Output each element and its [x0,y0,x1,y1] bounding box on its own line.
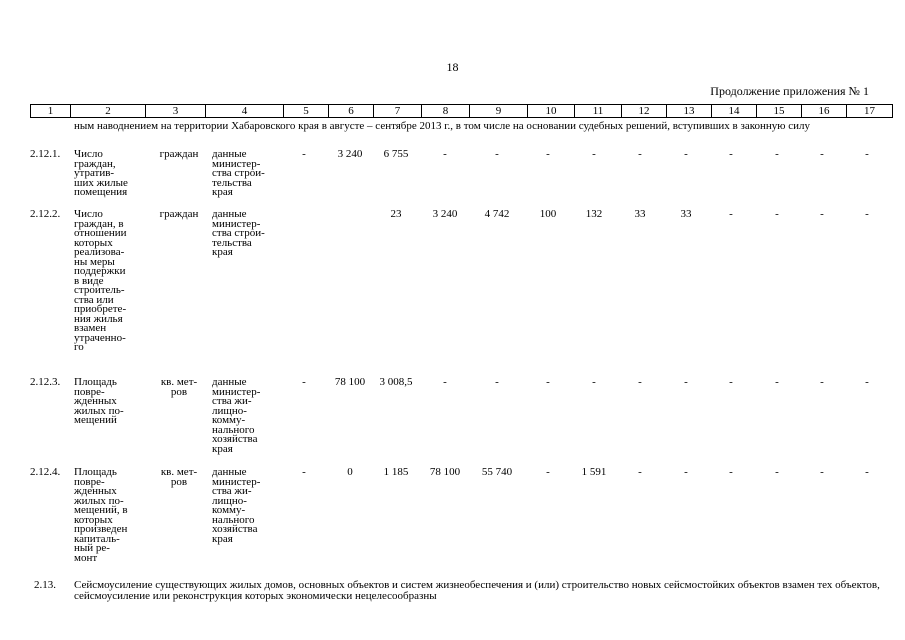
page-number: 18 [446,60,459,74]
value-cell: 55 740 [481,466,513,478]
value-cell: - [865,208,869,220]
value-cell: - [729,466,733,478]
column-header-9: 9 [470,105,528,117]
column-header-8: 8 [422,105,470,117]
value-cell: - [820,148,824,160]
column-header-16: 16 [802,105,847,117]
value-cell: 4 742 [484,208,510,220]
value-cell: 78 100 [429,466,461,478]
indicator-name: Площадь повре- жденных жилых по- мещений, в которых произведен капиталь- ный ре- монт [74,466,128,564]
unit-of-measure: кв. мет- ров [160,466,198,488]
row-number: 2.12.3. [30,376,61,388]
value-cell: - [684,466,688,478]
value-cell: - [865,148,869,160]
indicator-name: Число граждан, утратив- ших жилые помещения [74,148,128,198]
value-cell: 3 240 [337,148,363,160]
value-cell: - [546,376,550,388]
value-cell: - [638,376,642,388]
unit-of-measure: граждан [159,208,199,220]
column-header-15: 15 [757,105,802,117]
value-cell: - [820,208,824,220]
continuation-label: Продолжение приложения № 1 [710,84,869,98]
value-cell: 33 [680,208,692,220]
data-source: данные министер- ства строи- тельства края [212,208,265,258]
value-cell: 78 100 [334,376,366,388]
column-header-7: 7 [374,105,422,117]
column-header-5: 5 [284,105,329,117]
value-cell: 1 591 [581,466,607,478]
row-number: 2.12.2. [30,208,61,220]
value-cell: - [729,148,733,160]
value-cell: 0 [347,466,353,478]
data-source: данные министер- ства жи- лищно- комму- нального хозяйства края [212,466,261,545]
value-cell: - [592,376,596,388]
value-cell: - [546,148,550,160]
column-header-2: 2 [71,105,146,117]
value-cell: - [865,376,869,388]
unit-of-measure: граждан [159,148,199,160]
value-cell: - [729,376,733,388]
indicator-name: Число граждан, в отношении которых реализова- ны меры поддержки в виде строитель- ства или приобрете- ния жилья взамен утраченно- го [74,208,127,353]
column-header-4: 4 [206,105,284,117]
column-header-1: 1 [31,105,71,117]
value-cell: - [775,208,779,220]
value-cell: - [775,466,779,478]
value-cell: 33 [634,208,646,220]
data-source: данные министер- ства жи- лищно- комму- нального хозяйства края [212,376,261,455]
value-cell: - [820,466,824,478]
column-number-header [30,104,893,118]
value-cell: - [443,148,447,160]
value-cell: - [865,466,869,478]
value-cell: 6 755 [383,148,409,160]
value-cell: 100 [539,208,557,220]
column-header-11: 11 [575,105,622,117]
value-cell: 3 240 [432,208,458,220]
value-cell: - [495,376,499,388]
row-number: 2.12.1. [30,148,61,160]
column-header-10: 10 [528,105,575,117]
value-cell: - [302,376,306,388]
value-cell: - [592,148,596,160]
value-cell: - [729,208,733,220]
section-number: 2.13. [34,579,56,591]
value-cell: - [684,148,688,160]
value-cell: - [638,466,642,478]
value-cell: 23 [390,208,402,220]
value-cell: - [495,148,499,160]
value-cell: 3 008,5 [379,376,413,388]
value-cell: 1 185 [383,466,409,478]
value-cell: - [302,148,306,160]
value-cell: - [820,376,824,388]
section-intro-text: ным наводнением на территории Хабаровского края в августе – сентябре 2013 г., в том числе на основании судебных решений, вступивших в законную силу [74,120,810,132]
column-header-17: 17 [864,105,875,117]
value-cell: - [775,148,779,160]
value-cell: - [775,376,779,388]
row-number: 2.12.4. [30,466,61,478]
column-header-14: 14 [712,105,757,117]
column-header-12: 12 [622,105,667,117]
value-cell: - [638,148,642,160]
section-title: Сейсмоусиление существующих жилых домов, основных объектов и систем жизнеобеспечения и (или) строительство новых сейсмостойких объектов взамен тех объектов, сейсмоусиление или реконструкция которых экономически нецелесообразны [74,579,880,602]
value-cell: - [684,376,688,388]
column-header-6: 6 [329,105,374,117]
value-cell: - [302,466,306,478]
column-header-3: 3 [146,105,206,117]
indicator-name: Площадь повре- жденных жилых по- мещений [74,376,124,426]
value-cell: 132 [585,208,603,220]
unit-of-measure: кв. мет- ров [160,376,198,398]
value-cell: - [443,376,447,388]
data-source: данные министер- ства строи- тельства края [212,148,265,198]
value-cell: - [546,466,550,478]
column-header-13: 13 [667,105,712,117]
